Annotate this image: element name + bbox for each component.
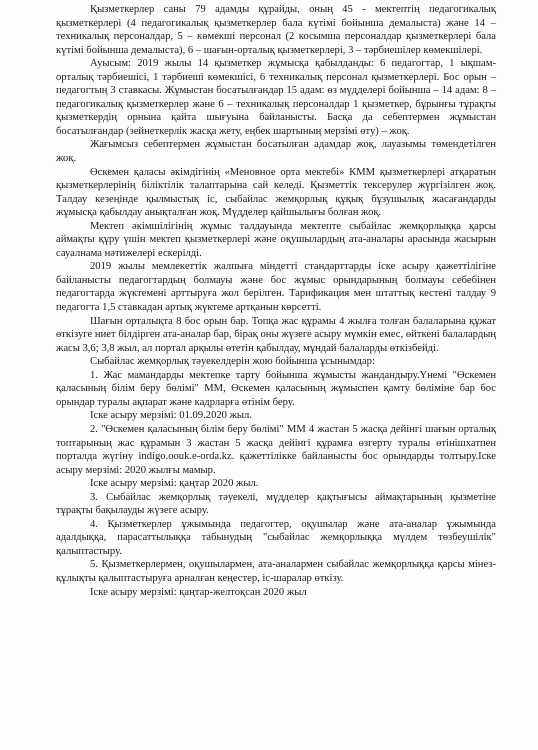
recommendation-3: 3. Сыбайлас жемқорлық тәуекелі, мүдделер қақтығысы аймақтарының қызметіне тұрақты бақылауды жүзеге асыру. (56, 491, 496, 517)
recommendation-1: 1. Жас мамандарды мектепке тарту бойынша жұмысты жандандыру.Үнемі "Өскемен қаласының білім беру бөлімі" ММ, Өскемен қаласының жұмыспен қамту бөліміне бар бос орындар туралы ақпарат және кадрларға өтінім беру. (56, 369, 496, 408)
paragraph-workload: 2019 жылы мемлекеттік жалпыға міндетті стандарттарды іске асыру қажеттілігіне байланысты педагогтардың болмауы және бос жұмыс орындарының болмауы себебінен педагогтарда жүктемені арттыруға жол берілген. Тарификация мен штаттық кестені талдау 9 педагогта 1,5 ставкадан артық жүктеме артқанын көрсетті. (56, 261, 496, 314)
paragraph-qualification: Өскемен қаласы әкімдігінің «Меновное орта мектебі» КММ қызметкерлері атқаратын қызметкерлерінің біліктілік талаптарына сай келеді. Қызметтік тексерулер жүргізілген жоқ. Талдау кезеңінде қылмыстық іс, сыбайлас жемқорлық құқық бұзушылық жасағандарды жұмысқа қабылдау анықталған жоқ. Мүдделер қайшылығы болған жоқ. (56, 166, 496, 219)
recommendation-5-deadline: Іске асыру мерзімі: қаңтар-желтоқсан 2020 жыл (90, 586, 307, 598)
recommendation-1-deadline: Іске асыру мерзімі: 01.09.2020 жыл. (90, 410, 252, 422)
paragraph-staff-count: Қызметкерлер саны 79 адамды құрайды, оның 45 - мектептің педагогикалық қызметкерлері (4 педагогикалық қызметкерлер бала күтімі бойынша демалыста) және 14 – техникалық персоналдар, 5 – көмекші персонал (2 косымша персоналдар қызметкерлері бала күтімі бойынша демалыста), 6 – шағын-орталық қызметкерлері, 3 – тәрбиешілер көмекшілері. (56, 4, 496, 56)
paragraph-survey: Мектеп әкімшілігінің жұмыс талдауында мектепте сыбайлас жемқорлыққа қарсы аймақты құру үшін мектеп қызметкерлері және оқушылардың ата-аналары арасында жасырын сауалнама нәтижелері ескерілді. (56, 220, 496, 259)
recommendation-5: 5. Қызметкерлермен, оқушылармен, ата-аналармен сыбайлас жемқорлыққа қарсы мінез-құлықты қалыптастыруға арналған кеңестер, іс-шаралар өткізу. (56, 559, 496, 584)
paragraph-staff-turnover: Ауысым: 2019 жылы 14 қызметкер жұмысқа қабылданды: 6 педагогтар, 1 ықшам-орталық тәрбиешісі, 1 тәрбиеші көмекшісі, 6 техникалық персонал қызметкерлері. Бос орын – педагогтың 3 ставкасы. Жұмыстан босатылғандар 15 адам: өз мүдделері бойынша – 14 адам: 8 – педагогикалық қызметкерлер және 6 – техникалық персоналдар 1 қызметкер, бұрынғы тұрақты қызметкердің орнына қайта шығуына байланысты. Басқа да себептермен жұмыстан босатылғандар (зейнеткерлік жасқа жету, еңбек шартының мерзімі өту) – жоқ. (56, 58, 496, 137)
recommendation-2: 2. "Өскемен қаласының білім беру бөлімі" ММ 4 жастан 5 жасқа дейінгі шағын орталық топтарының жас құрамын 3 жастан 5 жасқа дейінгі құрамға өзгерту туралы өтінішхатпен порталда жүгіну indigo.oouk.e-orda.kz. қажеттілікке байланысты бос орындарды толтыру.Іске асыру мерзімі: 2020 жылғы мамыр. (56, 423, 496, 476)
recommendation-4: 4. Қызметкерлер ұжымында педагогтер, оқушылар және ата-аналар ұжымында адалдыққа, парасаттылыққа табынудың "сыбайлас жемқорлыққа мүлдем төзбеушілік" қалыптастыру. (56, 518, 496, 557)
paragraph-mini-center: Шағын орталықта 8 бос орын бар. Топқа жас құрамы 4 жылға толған балаларына құжат өткізуге ниет білдірген ата-аналар бар, бірақ оны жүзеге асыру мүмкін емес, өйткені балалардың жасы 3,6; 3,8 жыл, ал портал арқылы өтетін қабылдау, мұндай балаларды өткізбейді. (56, 315, 496, 354)
recommendations-heading: Сыбайлас жемқорлық тәуекелдерін жою бойынша ұсынымдар: (90, 356, 375, 368)
paragraph-negative-dismissals: Жағымсыз себептермен жұмыстан босатылған адамдар жоқ, лауазымы төмендетілген жоқ. (56, 139, 496, 165)
recommendation-2-deadline: Іске асыру мерзімі: қаңтар 2020 жыл. (90, 478, 259, 490)
